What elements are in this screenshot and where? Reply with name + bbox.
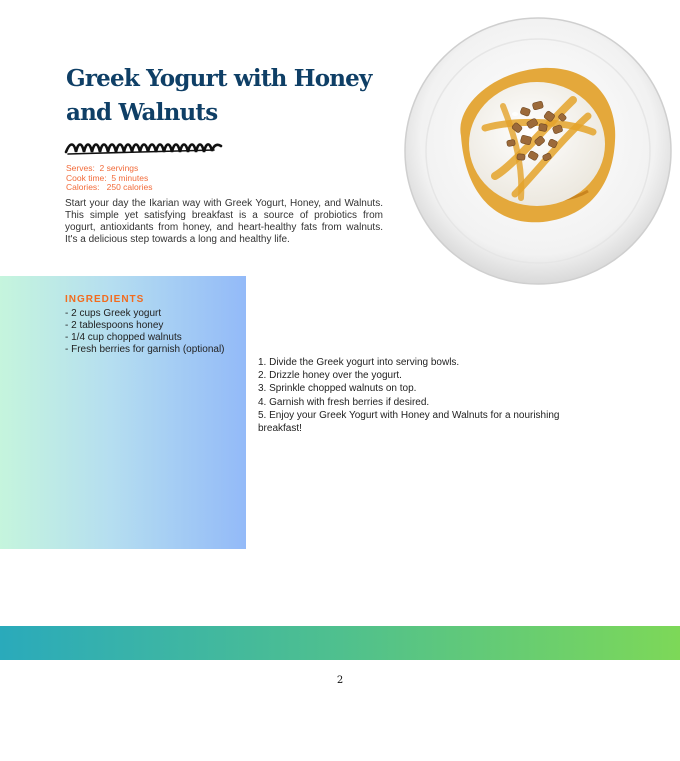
ingredients-list [65,308,225,356]
calories-text: Calories: 250 calories [66,182,153,192]
page-number: 2 [336,675,344,686]
decorative-scribble [64,138,224,158]
footer-gradient-band [0,626,680,660]
ingredient-item: - Fresh berries for garnish (optional) [65,344,225,355]
recipe-meta [66,164,152,193]
ingredients-heading: INGREDIENTS [65,294,145,305]
recipe-title: Greek Yogurt with Honey and Walnuts [66,65,372,126]
instruction-step: 5. Enjoy your Greek Yogurt with Honey and Walnuts for a nourishing breakfast! [258,409,560,435]
instruction-step: 3. Sprinkle chopped walnuts on top. [258,383,417,395]
cook-time-text: Cook time: 5 minutes [66,172,149,183]
instruction-step: 1. Divide the Greek yogurt into serving bowls. [258,357,460,368]
instruction-step: 2. Drizzle honey over the yogurt. [258,370,402,382]
serves-text: Serves: 2 servings [66,163,139,173]
ingredient-item: - 1/4 cup chopped walnuts [65,332,182,343]
instruction-step: 4. Garnish with fresh berries if desired. [258,396,430,408]
ingredient-item: - 2 cups Greek yogurt [65,308,162,319]
instructions-list [258,356,598,435]
recipe-intro: Start your day the Ikarian way with Greek Yogurt, Honey, and Walnuts. This simple yet satisfying breakfast is a source of probiotics from yogurt, antioxidants from honey, and heart-healthy fats from walnuts. It's a delicious step towards a long and healthy life. [65,198,383,245]
yogurt-plate-illustration [403,16,673,286]
recipe-photo [403,16,673,286]
ingredient-item: - 2 tablespoons honey [65,320,164,331]
